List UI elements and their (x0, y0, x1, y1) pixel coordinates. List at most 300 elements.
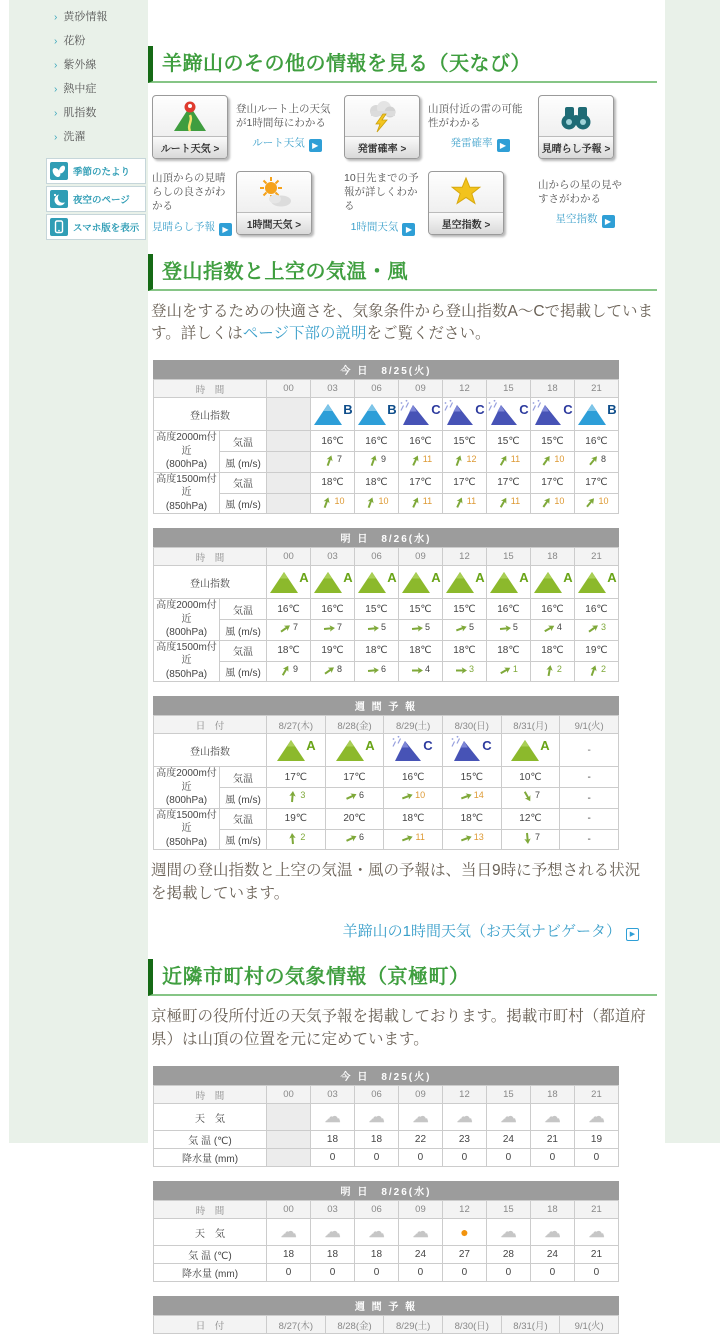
weekly-note: 週間の登山指数と上空の気温・風の予報は、当日9時に予想される状況を掲載しています。 (151, 862, 641, 903)
column-header: 8/29(土) (384, 716, 443, 734)
temp-cell: 20℃ (325, 808, 384, 829)
temp-cell: 18℃ (442, 808, 501, 829)
weather-cell (398, 1219, 442, 1246)
hourly-weather-sun-icon (254, 175, 294, 209)
climb-grade-a-icon (443, 567, 487, 595)
temp-cell: 16℃ (311, 431, 355, 452)
temp-cell: 10℃ (501, 767, 560, 788)
climb-index-cell (354, 398, 398, 431)
wind-cell: 10 (384, 788, 443, 809)
wind-arrow-icon (367, 622, 380, 635)
wind-arrow-icon (409, 454, 422, 467)
precip-cell: 0 (486, 1149, 530, 1167)
temp-cell: 18℃ (354, 472, 398, 493)
climb-index-cell (530, 398, 574, 431)
climb-index-cell (442, 566, 486, 599)
feature-button-label: 星空指数 > (429, 212, 503, 234)
row-label-temp: 気温 (220, 472, 267, 493)
table-title-bar: 週 間 予 報 (153, 696, 619, 715)
empty-cell (267, 431, 311, 452)
city-table-weekly (148, 1296, 665, 1334)
temp-cell: 12℃ (501, 808, 560, 829)
wind-arrow-icon (584, 496, 597, 509)
cloud-icon: ☁ (543, 1107, 561, 1127)
cloud-icon: ☁ (411, 1107, 429, 1127)
climb-grade-a-icon (355, 567, 399, 595)
wind-cell: 8 (311, 661, 355, 682)
precip-cell: 0 (398, 1149, 442, 1167)
column-header: 09 (398, 1201, 442, 1219)
sidebar-box-スマホ版を表示[interactable] (46, 214, 146, 240)
temp-cell: 17℃ (442, 472, 486, 493)
sidebar-boxes (46, 158, 146, 240)
row-label-temp: 気温 (220, 640, 267, 661)
table-title-bar: 週 間 予 報 (153, 1296, 619, 1315)
column-header: 8/30(日) (442, 716, 501, 734)
svg-text:A: A (607, 569, 617, 585)
row-label-altitude: 高度2000m付近 (800hPa) (154, 767, 220, 809)
column-header: 15 (486, 1086, 530, 1104)
feature-desc-1時間天気: 10日先までの予報が詳しくわかる 1時間天気 ▶ (344, 171, 422, 236)
row-label-wind: 風 (m/s) (220, 829, 267, 850)
season-icon (50, 162, 68, 180)
climb-grade-b-icon (355, 399, 399, 427)
wind-cell: 2 (267, 829, 326, 850)
column-header: 8/30(日) (442, 1316, 501, 1334)
link-arrow-icon: ▶ (309, 139, 322, 152)
wind-arrow-icon (460, 790, 473, 803)
temp-cell: 15℃ (530, 431, 574, 452)
wind-arrow-icon (401, 790, 414, 803)
temp-cell: 16℃ (354, 431, 398, 452)
star-icon (446, 175, 486, 209)
sidebar-item-洗濯[interactable]: › 洗濯 (54, 131, 86, 143)
feature-button-1時間天気[interactable] (236, 171, 312, 235)
sidebar-box-label: 夜空のページ (73, 195, 130, 206)
temp-cell: 18 (354, 1131, 398, 1149)
temp-cell: 19℃ (574, 640, 618, 661)
temp-cell: 16℃ (267, 599, 311, 620)
temp-cell: 16℃ (486, 599, 530, 620)
climb-grade-a-icon (487, 567, 531, 595)
sidebar-menu (46, 4, 146, 148)
climb-grade-c-icon (443, 399, 487, 427)
temp-cell: 19℃ (311, 640, 355, 661)
temp-cell: 15℃ (486, 431, 530, 452)
temp-cell: 17℃ (530, 472, 574, 493)
feature-link-見晴らし予報[interactable]: 見晴らし予報 ▶ (152, 220, 230, 236)
link-arrow-icon: ▶ (602, 215, 615, 228)
temp-cell: 18 (311, 1131, 355, 1149)
temp-cell: 23 (442, 1131, 486, 1149)
weather-cell (530, 1219, 574, 1246)
climb-index-cell (325, 734, 384, 767)
section-title-other-info: 羊蹄山のその他の情報を見る（天なび） (148, 46, 657, 83)
wind-cell: 2 (574, 661, 618, 682)
chevron-right-icon: › (54, 12, 58, 23)
column-header: 8/31(月) (501, 1316, 560, 1334)
svg-text:A: A (431, 569, 441, 585)
wind-arrow-icon (367, 664, 380, 677)
climb-index-cell (267, 398, 311, 431)
temp-cell: 19 (574, 1131, 618, 1149)
wind-cell: 10 (530, 493, 574, 514)
wind-cell: 10 (574, 493, 618, 514)
wind-cell: 7 (311, 620, 355, 641)
column-header: 12 (442, 380, 486, 398)
temp-cell: 18℃ (384, 808, 443, 829)
svg-text:C: C (475, 401, 485, 417)
precip-cell: 0 (311, 1149, 355, 1167)
wind-cell: 10 (530, 452, 574, 473)
sidebar-item-花粉[interactable]: › 花粉 (54, 35, 86, 47)
temp-cell: 17℃ (398, 472, 442, 493)
climb-grade-b-icon (575, 399, 619, 427)
column-header: 18 (530, 1086, 574, 1104)
wind-cell: - (560, 788, 619, 809)
temp-cell: 15℃ (354, 599, 398, 620)
climb-grade-a-icon (311, 567, 355, 595)
main-content (148, 0, 665, 1332)
feature-link-星空指数[interactable]: 星空指数 ▶ (538, 212, 632, 228)
column-header: 03 (311, 380, 355, 398)
wind-arrow-icon (286, 832, 299, 845)
wind-arrow-icon (286, 790, 299, 803)
feature-desc-ルート天気: 登山ルート上の天気が1時間毎にわかる ルート天気 ▶ (236, 102, 338, 152)
city-table (153, 1200, 619, 1282)
feature-button-発雷確率[interactable] (344, 95, 420, 159)
climb-grade-a-icon (531, 567, 575, 595)
wind-arrow-icon (521, 790, 534, 803)
row-label-weather: 天 気 (154, 1219, 267, 1246)
column-header: 時 間 (154, 380, 267, 398)
climb-index-cell (267, 734, 326, 767)
wind-arrow-icon (499, 664, 512, 677)
feature-button-label: ルート天気 > (153, 136, 227, 158)
column-header: 03 (311, 548, 355, 566)
cloud-icon: ☁ (455, 1107, 473, 1127)
intro-text-pre: 登山をするための快適さを、気象条件から登山指数A～Cで掲載しています。詳しくは (151, 302, 654, 343)
row-label-precip: 降水量 (mm) (154, 1264, 267, 1282)
chevron-right-icon: › (54, 84, 58, 95)
feature-button-label: 1時間天気 > (237, 212, 311, 234)
climb-index-cell (442, 398, 486, 431)
column-header: 09 (398, 380, 442, 398)
climb-grade-b-icon (311, 399, 355, 427)
feature-grid (152, 95, 665, 236)
wind-arrow-icon (455, 664, 468, 677)
city-table (153, 1085, 619, 1167)
sidebar (46, 4, 146, 242)
feature-link-発雷確率[interactable]: 発雷確率 ▶ (428, 136, 532, 152)
temp-cell: 18℃ (530, 640, 574, 661)
wind-arrow-icon (323, 622, 336, 635)
precip-cell: 0 (311, 1264, 355, 1282)
chevron-right-icon: › (54, 36, 58, 47)
sidebar-box-夜空のページ[interactable] (46, 186, 146, 212)
weather-cell (574, 1219, 618, 1246)
column-header: 8/29(土) (384, 1316, 443, 1334)
temp-cell: 18℃ (442, 640, 486, 661)
climb-grade-a-icon (508, 735, 552, 763)
svg-text:C: C (423, 737, 433, 753)
feature-link-ルート天気[interactable]: ルート天気 ▶ (236, 136, 338, 152)
precip-cell: 0 (398, 1264, 442, 1282)
precip-cell: 0 (574, 1264, 618, 1282)
temp-cell: 18 (354, 1246, 398, 1264)
climb-index-cell (398, 398, 442, 431)
row-label-wind: 風 (m/s) (220, 620, 267, 641)
climb-index-cell (574, 566, 618, 599)
column-header: 06 (354, 548, 398, 566)
column-header: 03 (311, 1201, 355, 1219)
column-header: 9/1(火) (560, 716, 619, 734)
svg-text:B: B (607, 401, 617, 417)
feature-link-1時間天気[interactable]: 1時間天気 ▶ (344, 220, 422, 236)
column-header: 06 (354, 1086, 398, 1104)
column-header: 09 (398, 548, 442, 566)
hourly-weather-link[interactable]: 羊蹄山の1時間天気（お天気ナビゲータ） (342, 923, 621, 941)
wind-cell: 12 (442, 452, 486, 473)
wind-cell: 8 (574, 452, 618, 473)
row-label-altitude: 高度1500m付近 (850hPa) (154, 808, 220, 850)
climb-index-cell (560, 734, 619, 767)
wind-cell: 3 (442, 661, 486, 682)
smartphone-icon (50, 218, 68, 236)
svg-text:C: C (482, 737, 492, 753)
sidebar-item-黄砂情報[interactable]: › 黄砂情報 (54, 11, 108, 23)
climb-index-cell (530, 566, 574, 599)
feature-desc-発雷確率: 山頂付近の雷の可能性がわかる 発雷確率 ▶ (428, 102, 532, 152)
wind-cell: 1 (486, 661, 530, 682)
climb-index-cell (311, 398, 355, 431)
climb-table-today (148, 360, 665, 514)
climb-grade-c-icon (487, 399, 531, 427)
wind-cell: 5 (398, 620, 442, 641)
link-arrow-icon: ▶ (402, 223, 415, 236)
weather-cell (311, 1219, 355, 1246)
row-label-index: 登山指数 (154, 398, 267, 431)
section-title-climb-index: 登山指数と上空の気温・風 (148, 254, 657, 291)
climb-table (153, 379, 619, 514)
wind-cell: 6 (325, 788, 384, 809)
wind-cell: 10 (354, 493, 398, 514)
temp-cell: 16℃ (574, 599, 618, 620)
row-label-altitude: 高度1500m付近 (850hPa) (154, 472, 220, 514)
climb-index-cell (501, 734, 560, 767)
table-title-bar: 明 日 8/26(水) (153, 1181, 619, 1200)
weather-cell (442, 1104, 486, 1131)
cloud-icon: ☁ (323, 1222, 341, 1242)
wind-arrow-icon (367, 454, 380, 467)
wind-cell: 13 (442, 829, 501, 850)
column-header: 12 (442, 1201, 486, 1219)
route-weather-icon (170, 99, 210, 133)
climb-index-cell (442, 734, 501, 767)
empty-cell (267, 1149, 311, 1167)
column-header: 21 (574, 380, 618, 398)
climb-grade-a-icon (267, 567, 311, 595)
temp-cell: 18 (267, 1246, 311, 1264)
column-header: 15 (486, 380, 530, 398)
cloud-icon: ☁ (499, 1107, 517, 1127)
weather-cell (486, 1219, 530, 1246)
temp-cell: 17℃ (486, 472, 530, 493)
cloud-icon: ☁ (323, 1107, 341, 1127)
column-header: 8/28(金) (325, 1316, 384, 1334)
precip-cell: 0 (574, 1149, 618, 1167)
column-header: 時 間 (154, 1086, 267, 1104)
column-header: 8/27(木) (267, 1316, 326, 1334)
column-header: 15 (486, 1201, 530, 1219)
svg-text:A: A (364, 737, 375, 753)
column-header: 時 間 (154, 548, 267, 566)
feature-desc-見晴らし予報: 山頂からの見晴らしの良さがわかる 見晴らし予報 ▶ (152, 171, 230, 236)
temp-cell: 18℃ (267, 640, 311, 661)
sidebar-item-肌指数[interactable]: › 肌指数 (54, 107, 97, 119)
column-header: 09 (398, 1086, 442, 1104)
wind-cell: 7 (501, 829, 560, 850)
svg-text:C: C (519, 401, 529, 417)
row-label-temp: 気温 (220, 767, 267, 788)
temp-cell: 18℃ (311, 472, 355, 493)
column-header: 日 付 (154, 716, 267, 734)
wind-cell: 5 (442, 620, 486, 641)
column-header: 18 (530, 1201, 574, 1219)
svg-text:C: C (431, 401, 441, 417)
feature-button-見晴らし予報[interactable] (538, 95, 614, 159)
row-label-weather: 天 気 (154, 1104, 267, 1131)
temp-cell: 18℃ (354, 640, 398, 661)
page-bottom-description-link[interactable]: ページ下部の説明 (242, 325, 367, 343)
feature-desc-星空指数: 山からの星の見やすさがわかる 星空指数 ▶ (538, 178, 632, 228)
svg-text:A: A (519, 569, 529, 585)
wind-cell: 11 (398, 493, 442, 514)
wind-cell: 7 (267, 620, 311, 641)
temp-cell: 16℃ (384, 767, 443, 788)
wind-arrow-icon (401, 832, 414, 845)
column-header: 03 (311, 1086, 355, 1104)
wind-cell: 11 (486, 493, 530, 514)
wind-arrow-icon (540, 496, 553, 509)
feature-button-label: 発雷確率 > (345, 136, 419, 158)
wind-arrow-icon (543, 622, 556, 635)
chevron-right-icon: › (54, 108, 58, 119)
wind-cell: 5 (354, 620, 398, 641)
climb-index-cell (486, 398, 530, 431)
wind-arrow-icon (411, 622, 424, 635)
wind-cell: 14 (442, 788, 501, 809)
column-header: 21 (574, 1201, 618, 1219)
wind-cell: 4 (530, 620, 574, 641)
climb-grade-c-icon (399, 399, 443, 427)
climb-index-cell (311, 566, 355, 599)
night-sky-icon (50, 190, 68, 208)
feature-button-ルート天気[interactable] (152, 95, 228, 159)
weather-cell (486, 1104, 530, 1131)
wind-cell: 4 (398, 661, 442, 682)
weather-cell (267, 1104, 311, 1131)
temp-cell: 16℃ (311, 599, 355, 620)
cloud-icon: ☁ (543, 1222, 561, 1242)
wind-arrow-icon (409, 496, 422, 509)
weather-cell (398, 1104, 442, 1131)
feature-button-星空指数[interactable] (428, 171, 504, 235)
sidebar-box-label: 季節のたより (73, 167, 131, 178)
svg-text:A: A (343, 569, 353, 585)
temp-cell: 18℃ (486, 640, 530, 661)
empty-cell (267, 472, 311, 493)
wind-cell: 11 (398, 452, 442, 473)
column-header: 8/27(木) (267, 716, 326, 734)
weather-cell (442, 1219, 486, 1246)
column-header: 06 (354, 1201, 398, 1219)
temp-cell: 15℃ (442, 767, 501, 788)
city-table-today (148, 1066, 665, 1167)
temp-cell: 24 (486, 1131, 530, 1149)
climb-grade-a-icon (575, 567, 619, 595)
sidebar-item-熱中症[interactable]: › 熱中症 (54, 83, 97, 95)
sidebar-box-季節のたより[interactable] (46, 158, 146, 184)
wind-arrow-icon (411, 664, 424, 677)
cloud-icon: ☁ (411, 1222, 429, 1242)
column-header: 12 (442, 548, 486, 566)
temp-cell: 15℃ (398, 599, 442, 620)
wind-arrow-icon (452, 454, 465, 467)
wind-arrow-icon (587, 622, 600, 635)
temp-cell: 21 (530, 1131, 574, 1149)
table-title-bar: 明 日 8/26(水) (153, 528, 619, 547)
weather-cell (311, 1104, 355, 1131)
sidebar-item-紫外線[interactable]: › 紫外線 (54, 59, 97, 71)
climb-table-tomorrow (148, 528, 665, 682)
wind-cell: 10 (311, 493, 355, 514)
climb-grade-a-icon (333, 735, 377, 763)
cloud-icon: ☁ (587, 1222, 605, 1242)
temp-cell: 16℃ (574, 431, 618, 452)
table-title-bar: 今 日 8/25(火) (153, 1066, 619, 1085)
temp-cell: 15℃ (442, 599, 486, 620)
row-label-temp: 気温 (220, 599, 267, 620)
row-label-index: 登山指数 (154, 566, 267, 599)
column-header: 18 (530, 380, 574, 398)
wind-arrow-icon (521, 832, 534, 845)
city-table-tomorrow (148, 1181, 665, 1282)
row-label-temp-c: 気 温 (℃) (154, 1246, 267, 1264)
wind-arrow-icon (540, 454, 553, 467)
left-margin-strip (0, 0, 9, 1143)
climb-grade-a-icon (274, 735, 318, 763)
wind-arrow-icon (345, 832, 358, 845)
cloud-icon: ☁ (367, 1107, 385, 1127)
climb-grade-c-icon (391, 735, 435, 763)
svg-text:A: A (563, 569, 573, 585)
column-header: 18 (530, 548, 574, 566)
temp-cell: - (560, 767, 619, 788)
wind-arrow-icon (279, 664, 292, 677)
precip-cell: 0 (267, 1264, 311, 1282)
svg-text:B: B (387, 401, 397, 417)
wind-arrow-icon (497, 454, 510, 467)
wind-cell: 7 (501, 788, 560, 809)
temp-cell: 18℃ (398, 640, 442, 661)
weather-cell (354, 1104, 398, 1131)
precip-cell: 0 (442, 1264, 486, 1282)
temp-cell: 19℃ (267, 808, 326, 829)
temp-cell: 28 (486, 1246, 530, 1264)
column-header: 21 (574, 1086, 618, 1104)
empty-cell (267, 452, 311, 473)
